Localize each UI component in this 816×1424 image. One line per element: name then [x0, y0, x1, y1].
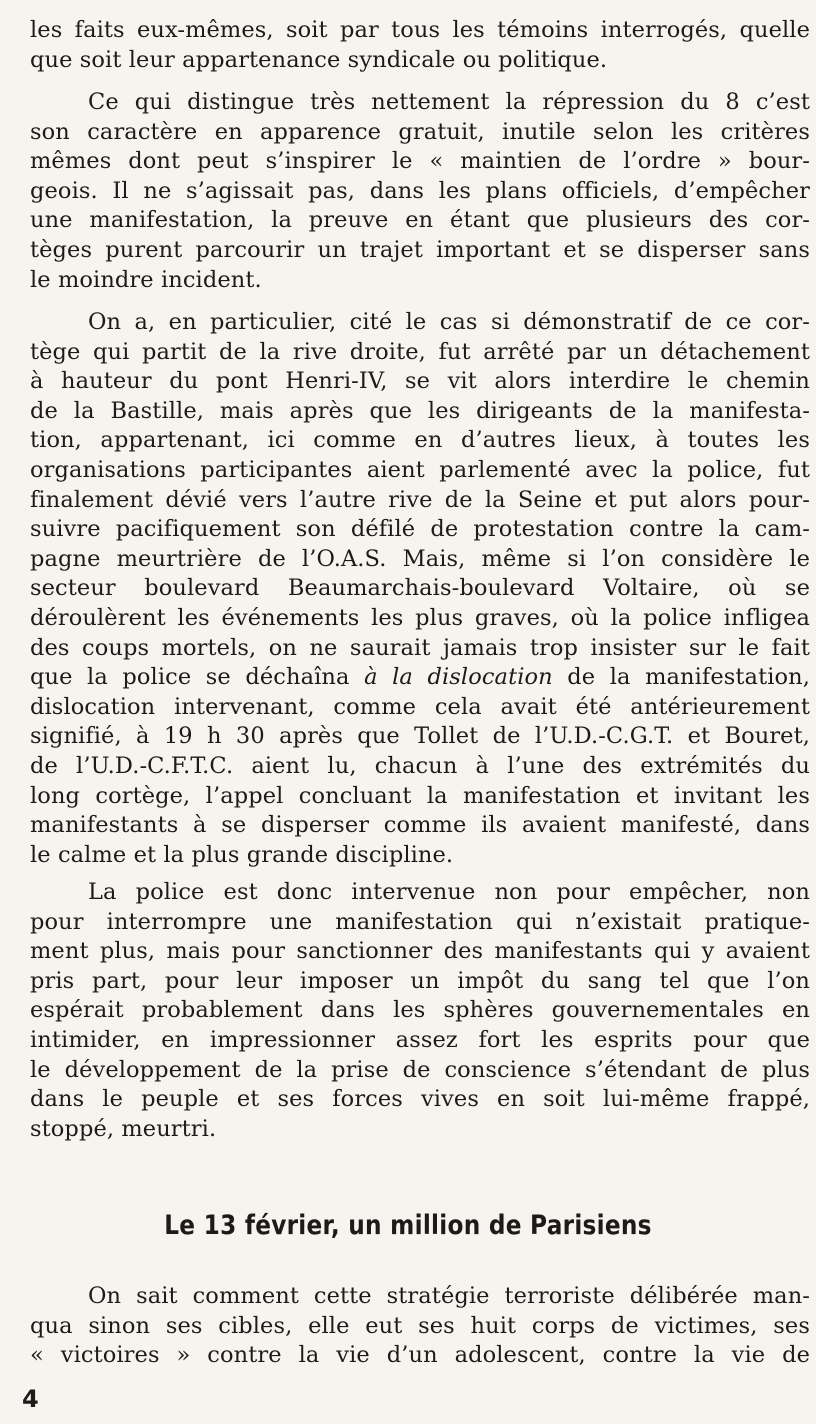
text-line: ment plus, mais pour sanctionner des manifestants qui y avaient: [30, 938, 810, 965]
text-line: finalement dévié vers l’autre rive de la Seine et put alors pour-: [30, 486, 810, 513]
paragraph-continuation: [30, 16, 810, 75]
paragraph-repression: [30, 88, 810, 295]
text-line: le moindre incident.: [30, 266, 262, 293]
text-line: On sait comment cette stratégie terroriste délibérée man-: [88, 1283, 810, 1309]
paragraph-strategy: [30, 1282, 810, 1371]
text-line: Ce qui distingue très nettement la répression du 8 c’est: [88, 89, 810, 115]
text-line: long cortège, l’appel concluant la manifestation et invitant les: [30, 782, 810, 809]
text-line: son caractère en apparence gratuit, inutile selon les critères: [30, 118, 810, 145]
text-segment: que la police se déchaîna: [30, 664, 365, 691]
text-line: tèges purent parcourir un trajet important et se disperser sans: [30, 236, 810, 263]
text-line: qua sinon ses cibles, elle eut ses huit corps de victimes, ses: [30, 1312, 810, 1339]
text-line: secteur boulevard Beaumarchais-boulevard Voltaire, où se: [30, 575, 810, 602]
text-line: « victoires » contre la vie d’un adolescent, contre la vie de: [30, 1342, 810, 1369]
text-line: à hauteur du pont Henri-IV, se vit alors interdire le chemin: [30, 368, 810, 395]
text-line: des coups mortels, on ne saurait jamais trop insister sur le fait: [30, 634, 810, 661]
text-line: organisations participantes aient parlementé avec la police, fut: [30, 456, 810, 483]
text-line: geois. Il ne s’agissait pas, dans les plans officiels, d’empêcher: [30, 177, 810, 204]
text-line: pour interrompre une manifestation qui n’existait pratique-: [30, 908, 810, 935]
text-line: le calme et la plus grande discipline.: [30, 841, 454, 868]
paragraph-cortege: [30, 308, 810, 870]
text-line: tion, appartenant, ici comme en d’autres lieux, à toutes les: [30, 427, 810, 454]
text-line: signifié, à 19 h 30 après que Tollet de l’U.D.-C.G.T. et Bouret,: [30, 723, 810, 750]
text-line: stoppé, meurtri.: [30, 1115, 217, 1142]
text-line: que soit leur appartenance syndicale ou politique.: [30, 46, 608, 73]
text-line-with-emphasis: [30, 663, 810, 693]
text-line: mêmes dont peut s’inspirer le « maintien de l’ordre » bour-: [30, 148, 810, 175]
text-line: de la Bastille, mais après que les dirigeants de la manifesta-: [30, 397, 810, 424]
text-segment: de la manifestation,: [552, 664, 810, 691]
text-line: pagne meurtrière de l’O.A.S. Mais, même si l’on considère le: [30, 545, 810, 572]
text-line: une manifestation, la preuve en étant que plusieurs des cor-: [30, 207, 810, 234]
text-line: suivre pacifiquement son défilé de protestation contre la cam-: [30, 516, 810, 543]
text-line: les faits eux-mêmes, soit par tous les témoins interrogés, quelle: [30, 17, 810, 43]
text-line: manifestants à se disperser comme ils avaient manifesté, dans: [30, 812, 810, 839]
section-heading: Le 13 février, un million de Parisiens: [164, 1210, 652, 1241]
text-line: déroulèrent les événements les plus graves, où la police infligea: [30, 604, 810, 631]
text-line: On a, en particulier, cité le cas si démonstratif de ce cor-: [88, 309, 810, 335]
page-number: 4: [22, 1385, 39, 1413]
text-line: tège qui partit de la rive droite, fut arrêté par un détachement: [30, 338, 810, 365]
text-line: dans le peuple et ses forces vives en soit lui-même frappé,: [30, 1086, 810, 1113]
text-line: de l’U.D.-C.F.T.C. aient lu, chacun à l’une des extrémités du: [30, 752, 810, 779]
text-line: pris part, pour leur imposer un impôt du sang tel que l’on: [30, 967, 810, 994]
text-line: espérait probablement dans les sphères gouvernementales en: [30, 997, 810, 1024]
emphasis-text: à la dislocation: [364, 664, 553, 691]
paragraph-police: [30, 878, 810, 1144]
text-line: La police est donc intervenue non pour empêcher, non: [88, 879, 810, 905]
text-line: dislocation intervenant, comme cela avait été antérieurement: [30, 693, 810, 720]
text-line: intimider, en impressionner assez fort les esprits pour que: [30, 1026, 810, 1053]
text-line: le développement de la prise de conscience s’étendant de plus: [30, 1056, 810, 1083]
